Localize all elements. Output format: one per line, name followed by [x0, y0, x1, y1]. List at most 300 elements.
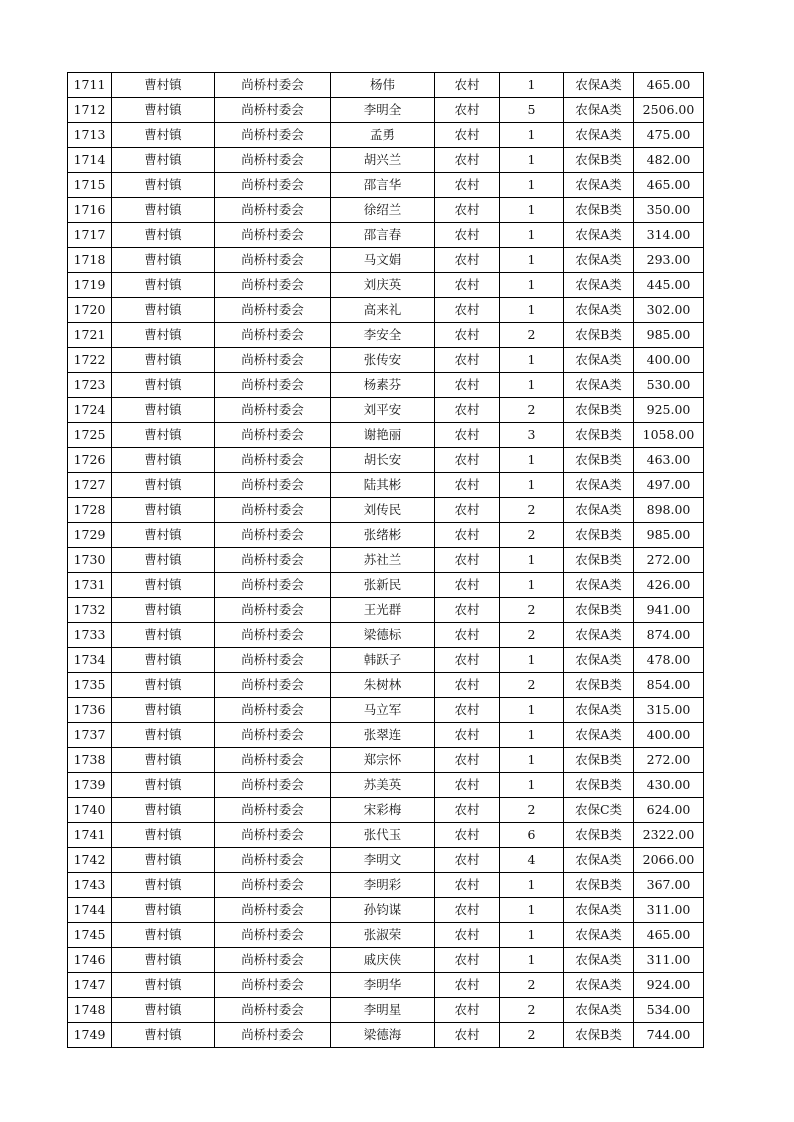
town-cell: 曹村镇: [112, 323, 215, 348]
amount-cell: 941.00: [634, 598, 704, 623]
household-size-cell: 2: [500, 523, 564, 548]
area-type-cell: 农村: [435, 98, 500, 123]
name-cell: 杨伟: [331, 73, 435, 98]
town-cell: 曹村镇: [112, 223, 215, 248]
household-size-cell: 2: [500, 398, 564, 423]
amount-cell: 874.00: [634, 623, 704, 648]
town-cell: 曹村镇: [112, 523, 215, 548]
row-number-cell: 1745: [68, 923, 112, 948]
row-number-cell: 1735: [68, 673, 112, 698]
area-type-cell: 农村: [435, 448, 500, 473]
table-row: [68, 698, 704, 723]
household-size-cell: 2: [500, 973, 564, 998]
row-number-cell: 1742: [68, 848, 112, 873]
roster-body: [68, 73, 704, 1048]
table-row: [68, 723, 704, 748]
insurance-category-cell: 农保A类: [564, 248, 634, 273]
household-size-cell: 5: [500, 98, 564, 123]
town-cell: 曹村镇: [112, 473, 215, 498]
table-row: [68, 673, 704, 698]
amount-cell: 465.00: [634, 173, 704, 198]
row-number-cell: 1732: [68, 598, 112, 623]
row-number-cell: 1725: [68, 423, 112, 448]
amount-cell: 924.00: [634, 973, 704, 998]
village-committee-cell: 尚桥村委会: [215, 173, 331, 198]
insurance-category-cell: 农保A类: [564, 373, 634, 398]
table-row: [68, 573, 704, 598]
row-number-cell: 1736: [68, 698, 112, 723]
village-committee-cell: 尚桥村委会: [215, 523, 331, 548]
household-size-cell: 2: [500, 623, 564, 648]
town-cell: 曹村镇: [112, 598, 215, 623]
town-cell: 曹村镇: [112, 673, 215, 698]
village-committee-cell: 尚桥村委会: [215, 773, 331, 798]
household-size-cell: 1: [500, 723, 564, 748]
insurance-category-cell: 农保C类: [564, 798, 634, 823]
insurance-category-cell: 农保B类: [564, 523, 634, 548]
row-number-cell: 1741: [68, 823, 112, 848]
household-size-cell: 1: [500, 548, 564, 573]
household-size-cell: 3: [500, 423, 564, 448]
village-committee-cell: 尚桥村委会: [215, 148, 331, 173]
household-size-cell: 1: [500, 248, 564, 273]
insurance-category-cell: 农保B类: [564, 323, 634, 348]
amount-cell: 400.00: [634, 348, 704, 373]
name-cell: 孟勇: [331, 123, 435, 148]
insurance-category-cell: 农保B类: [564, 823, 634, 848]
household-size-cell: 2: [500, 1023, 564, 1048]
town-cell: 曹村镇: [112, 848, 215, 873]
table-row: [68, 548, 704, 573]
area-type-cell: 农村: [435, 223, 500, 248]
village-committee-cell: 尚桥村委会: [215, 998, 331, 1023]
name-cell: 张绪彬: [331, 523, 435, 548]
village-committee-cell: 尚桥村委会: [215, 198, 331, 223]
town-cell: 曹村镇: [112, 873, 215, 898]
amount-cell: 315.00: [634, 698, 704, 723]
name-cell: 张代玉: [331, 823, 435, 848]
table-row: [68, 223, 704, 248]
table-row: [68, 298, 704, 323]
village-committee-cell: 尚桥村委会: [215, 498, 331, 523]
insurance-category-cell: 农保A类: [564, 723, 634, 748]
household-size-cell: 1: [500, 148, 564, 173]
town-cell: 曹村镇: [112, 823, 215, 848]
table-row: [68, 923, 704, 948]
row-number-cell: 1723: [68, 373, 112, 398]
village-committee-cell: 尚桥村委会: [215, 348, 331, 373]
village-committee-cell: 尚桥村委会: [215, 323, 331, 348]
area-type-cell: 农村: [435, 248, 500, 273]
name-cell: 胡兴兰: [331, 148, 435, 173]
row-number-cell: 1747: [68, 973, 112, 998]
area-type-cell: 农村: [435, 423, 500, 448]
name-cell: 苏社兰: [331, 548, 435, 573]
table-row: [68, 1023, 704, 1048]
area-type-cell: 农村: [435, 323, 500, 348]
village-committee-cell: 尚桥村委会: [215, 848, 331, 873]
household-size-cell: 1: [500, 898, 564, 923]
insurance-category-cell: 农保B类: [564, 548, 634, 573]
village-committee-cell: 尚桥村委会: [215, 623, 331, 648]
row-number-cell: 1730: [68, 548, 112, 573]
insurance-category-cell: 农保A类: [564, 273, 634, 298]
area-type-cell: 农村: [435, 773, 500, 798]
amount-cell: 1058.00: [634, 423, 704, 448]
insurance-category-cell: 农保A类: [564, 973, 634, 998]
amount-cell: 311.00: [634, 898, 704, 923]
town-cell: 曹村镇: [112, 373, 215, 398]
amount-cell: 534.00: [634, 998, 704, 1023]
village-committee-cell: 尚桥村委会: [215, 923, 331, 948]
insurance-category-cell: 农保A类: [564, 173, 634, 198]
name-cell: 李明彩: [331, 873, 435, 898]
table-row: [68, 848, 704, 873]
village-committee-cell: 尚桥村委会: [215, 273, 331, 298]
name-cell: 苏美英: [331, 773, 435, 798]
row-number-cell: 1746: [68, 948, 112, 973]
area-type-cell: 农村: [435, 523, 500, 548]
insurance-category-cell: 农保B类: [564, 773, 634, 798]
amount-cell: 367.00: [634, 873, 704, 898]
name-cell: 高来礼: [331, 298, 435, 323]
town-cell: 曹村镇: [112, 798, 215, 823]
row-number-cell: 1720: [68, 298, 112, 323]
amount-cell: 2066.00: [634, 848, 704, 873]
insurance-category-cell: 农保A类: [564, 573, 634, 598]
insurance-category-cell: 农保B类: [564, 198, 634, 223]
town-cell: 曹村镇: [112, 273, 215, 298]
household-size-cell: 1: [500, 223, 564, 248]
household-size-cell: 1: [500, 573, 564, 598]
amount-cell: 302.00: [634, 298, 704, 323]
amount-cell: 400.00: [634, 723, 704, 748]
town-cell: 曹村镇: [112, 423, 215, 448]
insurance-category-cell: 农保A类: [564, 848, 634, 873]
household-size-cell: 1: [500, 648, 564, 673]
insurance-category-cell: 农保A类: [564, 898, 634, 923]
area-type-cell: 农村: [435, 348, 500, 373]
table-row: [68, 823, 704, 848]
row-number-cell: 1727: [68, 473, 112, 498]
insurance-category-cell: 农保A类: [564, 223, 634, 248]
household-size-cell: 1: [500, 173, 564, 198]
village-committee-cell: 尚桥村委会: [215, 423, 331, 448]
household-size-cell: 1: [500, 948, 564, 973]
table-row: [68, 398, 704, 423]
amount-cell: 898.00: [634, 498, 704, 523]
household-size-cell: 1: [500, 923, 564, 948]
area-type-cell: 农村: [435, 198, 500, 223]
area-type-cell: 农村: [435, 123, 500, 148]
town-cell: 曹村镇: [112, 773, 215, 798]
name-cell: 张新民: [331, 573, 435, 598]
table-row: [68, 348, 704, 373]
row-number-cell: 1734: [68, 648, 112, 673]
insurance-category-cell: 农保B类: [564, 148, 634, 173]
insurance-category-cell: 农保A类: [564, 948, 634, 973]
area-type-cell: 农村: [435, 823, 500, 848]
village-committee-cell: 尚桥村委会: [215, 223, 331, 248]
row-number-cell: 1738: [68, 748, 112, 773]
insurance-category-cell: 农保A类: [564, 648, 634, 673]
household-size-cell: 1: [500, 748, 564, 773]
row-number-cell: 1726: [68, 448, 112, 473]
area-type-cell: 农村: [435, 898, 500, 923]
village-committee-cell: 尚桥村委会: [215, 248, 331, 273]
row-number-cell: 1749: [68, 1023, 112, 1048]
area-type-cell: 农村: [435, 373, 500, 398]
insurance-category-cell: 农保B类: [564, 748, 634, 773]
household-size-cell: 1: [500, 448, 564, 473]
household-size-cell: 2: [500, 323, 564, 348]
table-row: [68, 898, 704, 923]
row-number-cell: 1712: [68, 98, 112, 123]
household-size-cell: 1: [500, 348, 564, 373]
household-size-cell: 1: [500, 73, 564, 98]
amount-cell: 482.00: [634, 148, 704, 173]
row-number-cell: 1739: [68, 773, 112, 798]
name-cell: 梁德标: [331, 623, 435, 648]
village-committee-cell: 尚桥村委会: [215, 823, 331, 848]
table-row: [68, 873, 704, 898]
amount-cell: 925.00: [634, 398, 704, 423]
amount-cell: 985.00: [634, 323, 704, 348]
name-cell: 杨素芬: [331, 373, 435, 398]
name-cell: 马立军: [331, 698, 435, 723]
village-committee-cell: 尚桥村委会: [215, 298, 331, 323]
name-cell: 李明文: [331, 848, 435, 873]
name-cell: 朱树林: [331, 673, 435, 698]
row-number-cell: 1729: [68, 523, 112, 548]
table-row: [68, 598, 704, 623]
table-row: [68, 498, 704, 523]
amount-cell: 430.00: [634, 773, 704, 798]
row-number-cell: 1714: [68, 148, 112, 173]
insurance-category-cell: 农保A类: [564, 123, 634, 148]
table-row: [68, 98, 704, 123]
amount-cell: 272.00: [634, 748, 704, 773]
name-cell: 李明星: [331, 998, 435, 1023]
amount-cell: 465.00: [634, 923, 704, 948]
row-number-cell: 1748: [68, 998, 112, 1023]
village-committee-cell: 尚桥村委会: [215, 1023, 331, 1048]
town-cell: 曹村镇: [112, 398, 215, 423]
table-row: [68, 648, 704, 673]
town-cell: 曹村镇: [112, 448, 215, 473]
town-cell: 曹村镇: [112, 198, 215, 223]
insurance-category-cell: 农保A类: [564, 473, 634, 498]
area-type-cell: 农村: [435, 573, 500, 598]
amount-cell: 985.00: [634, 523, 704, 548]
table-row: [68, 273, 704, 298]
area-type-cell: 农村: [435, 398, 500, 423]
town-cell: 曹村镇: [112, 698, 215, 723]
village-committee-cell: 尚桥村委会: [215, 723, 331, 748]
town-cell: 曹村镇: [112, 498, 215, 523]
household-size-cell: 2: [500, 598, 564, 623]
table-row: [68, 248, 704, 273]
table-row: [68, 123, 704, 148]
village-committee-cell: 尚桥村委会: [215, 698, 331, 723]
town-cell: 曹村镇: [112, 748, 215, 773]
area-type-cell: 农村: [435, 273, 500, 298]
insurance-category-cell: 农保A类: [564, 923, 634, 948]
amount-cell: 463.00: [634, 448, 704, 473]
area-type-cell: 农村: [435, 998, 500, 1023]
name-cell: 李明华: [331, 973, 435, 998]
amount-cell: 2506.00: [634, 98, 704, 123]
amount-cell: 2322.00: [634, 823, 704, 848]
town-cell: 曹村镇: [112, 148, 215, 173]
row-number-cell: 1744: [68, 898, 112, 923]
area-type-cell: 农村: [435, 698, 500, 723]
village-committee-cell: 尚桥村委会: [215, 573, 331, 598]
table-row: [68, 948, 704, 973]
table-row: [68, 973, 704, 998]
name-cell: 邵言春: [331, 223, 435, 248]
name-cell: 张传安: [331, 348, 435, 373]
town-cell: 曹村镇: [112, 98, 215, 123]
name-cell: 张淑荣: [331, 923, 435, 948]
insurance-category-cell: 农保B类: [564, 673, 634, 698]
town-cell: 曹村镇: [112, 923, 215, 948]
village-committee-cell: 尚桥村委会: [215, 448, 331, 473]
row-number-cell: 1724: [68, 398, 112, 423]
row-number-cell: 1731: [68, 573, 112, 598]
area-type-cell: 农村: [435, 948, 500, 973]
table-row: [68, 523, 704, 548]
name-cell: 刘传民: [331, 498, 435, 523]
village-committee-cell: 尚桥村委会: [215, 398, 331, 423]
row-number-cell: 1717: [68, 223, 112, 248]
amount-cell: 314.00: [634, 223, 704, 248]
row-number-cell: 1733: [68, 623, 112, 648]
table-row: [68, 473, 704, 498]
town-cell: 曹村镇: [112, 573, 215, 598]
row-number-cell: 1719: [68, 273, 112, 298]
household-size-cell: 1: [500, 198, 564, 223]
area-type-cell: 农村: [435, 873, 500, 898]
name-cell: 孙钧谋: [331, 898, 435, 923]
household-size-cell: 2: [500, 673, 564, 698]
household-size-cell: 1: [500, 473, 564, 498]
area-type-cell: 农村: [435, 298, 500, 323]
town-cell: 曹村镇: [112, 623, 215, 648]
amount-cell: 311.00: [634, 948, 704, 973]
insurance-category-cell: 农保B类: [564, 423, 634, 448]
insurance-category-cell: 农保A类: [564, 623, 634, 648]
town-cell: 曹村镇: [112, 723, 215, 748]
area-type-cell: 农村: [435, 723, 500, 748]
household-size-cell: 1: [500, 298, 564, 323]
area-type-cell: 农村: [435, 673, 500, 698]
village-committee-cell: 尚桥村委会: [215, 873, 331, 898]
amount-cell: 478.00: [634, 648, 704, 673]
table-row: [68, 623, 704, 648]
area-type-cell: 农村: [435, 548, 500, 573]
amount-cell: 272.00: [634, 548, 704, 573]
row-number-cell: 1721: [68, 323, 112, 348]
insurance-category-cell: 农保B类: [564, 598, 634, 623]
table-row: [68, 773, 704, 798]
row-number-cell: 1743: [68, 873, 112, 898]
amount-cell: 624.00: [634, 798, 704, 823]
amount-cell: 854.00: [634, 673, 704, 698]
row-number-cell: 1737: [68, 723, 112, 748]
village-committee-cell: 尚桥村委会: [215, 898, 331, 923]
area-type-cell: 农村: [435, 748, 500, 773]
household-size-cell: 1: [500, 773, 564, 798]
village-committee-cell: 尚桥村委会: [215, 548, 331, 573]
table-row: [68, 998, 704, 1023]
household-size-cell: 1: [500, 123, 564, 148]
household-size-cell: 2: [500, 998, 564, 1023]
area-type-cell: 农村: [435, 73, 500, 98]
area-type-cell: 农村: [435, 598, 500, 623]
name-cell: 张翠连: [331, 723, 435, 748]
area-type-cell: 农村: [435, 623, 500, 648]
amount-cell: 475.00: [634, 123, 704, 148]
name-cell: 刘庆英: [331, 273, 435, 298]
name-cell: 戚庆侠: [331, 948, 435, 973]
area-type-cell: 农村: [435, 923, 500, 948]
amount-cell: 530.00: [634, 373, 704, 398]
row-number-cell: 1718: [68, 248, 112, 273]
household-size-cell: 2: [500, 498, 564, 523]
name-cell: 王光群: [331, 598, 435, 623]
insurance-category-cell: 农保A类: [564, 998, 634, 1023]
town-cell: 曹村镇: [112, 173, 215, 198]
table-row: [68, 73, 704, 98]
area-type-cell: 农村: [435, 848, 500, 873]
insurance-category-cell: 农保B类: [564, 1023, 634, 1048]
name-cell: 徐绍兰: [331, 198, 435, 223]
insurance-category-cell: 农保A类: [564, 498, 634, 523]
insurance-category-cell: 农保B类: [564, 398, 634, 423]
village-committee-cell: 尚桥村委会: [215, 748, 331, 773]
name-cell: 陆其彬: [331, 473, 435, 498]
village-committee-cell: 尚桥村委会: [215, 673, 331, 698]
town-cell: 曹村镇: [112, 348, 215, 373]
area-type-cell: 农村: [435, 648, 500, 673]
household-size-cell: 2: [500, 798, 564, 823]
village-committee-cell: 尚桥村委会: [215, 598, 331, 623]
town-cell: 曹村镇: [112, 1023, 215, 1048]
town-cell: 曹村镇: [112, 123, 215, 148]
insurance-category-cell: 农保A类: [564, 298, 634, 323]
area-type-cell: 农村: [435, 1023, 500, 1048]
name-cell: 李明全: [331, 98, 435, 123]
table-row: [68, 198, 704, 223]
village-committee-cell: 尚桥村委会: [215, 648, 331, 673]
insurance-category-cell: 农保A类: [564, 98, 634, 123]
name-cell: 胡长安: [331, 448, 435, 473]
village-committee-cell: 尚桥村委会: [215, 123, 331, 148]
town-cell: 曹村镇: [112, 898, 215, 923]
name-cell: 邵言华: [331, 173, 435, 198]
amount-cell: 293.00: [634, 248, 704, 273]
amount-cell: 426.00: [634, 573, 704, 598]
name-cell: 李安全: [331, 323, 435, 348]
insurance-category-cell: 农保B类: [564, 448, 634, 473]
town-cell: 曹村镇: [112, 248, 215, 273]
village-committee-cell: 尚桥村委会: [215, 473, 331, 498]
town-cell: 曹村镇: [112, 298, 215, 323]
town-cell: 曹村镇: [112, 998, 215, 1023]
town-cell: 曹村镇: [112, 548, 215, 573]
amount-cell: 445.00: [634, 273, 704, 298]
